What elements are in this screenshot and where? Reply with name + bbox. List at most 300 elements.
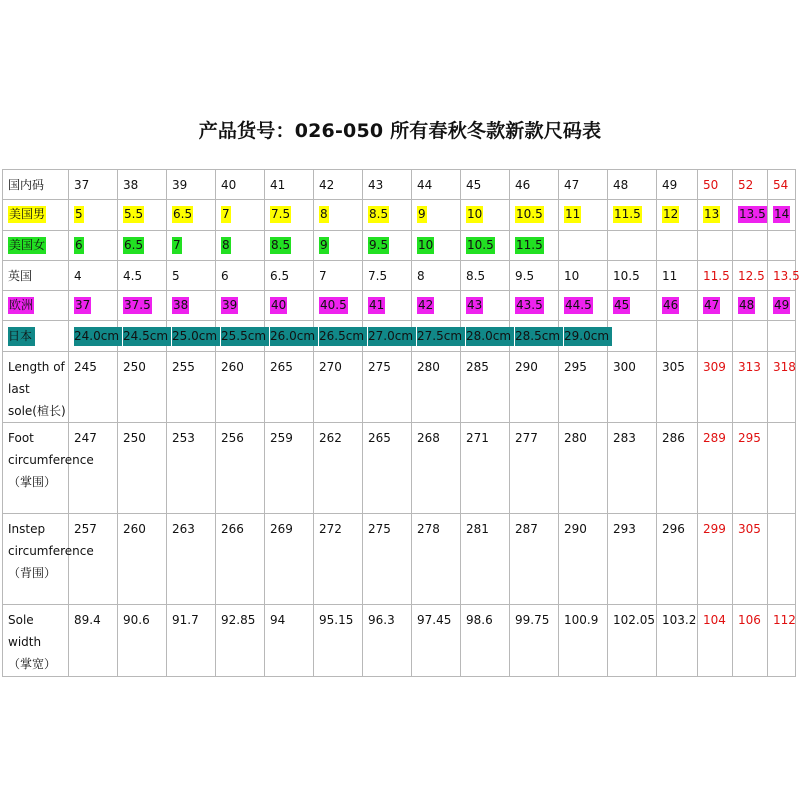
table-cell (412, 321, 461, 351)
table-cell (461, 605, 510, 677)
cell-value: 29.0cm (564, 327, 612, 346)
table-cell (412, 514, 461, 605)
size-chart-table (2, 169, 800, 677)
table-cell (363, 514, 412, 605)
cell-value: 13 (704, 207, 720, 222)
table-cell (698, 514, 733, 605)
cell-value: 9 (320, 237, 328, 252)
table-cell (768, 423, 796, 514)
table-cell (698, 291, 733, 321)
table-cell (733, 605, 768, 677)
cell-value: 49 (662, 177, 678, 192)
cell-value: 296 (662, 522, 685, 537)
cell-value: 275 (368, 522, 391, 537)
cell-value: 47 (564, 177, 580, 192)
table-cell (412, 351, 461, 423)
table-cell (363, 260, 412, 290)
cell-value: 12.5 (738, 268, 765, 283)
cell-value: 265 (368, 431, 391, 446)
cell-value: 4.5 (123, 268, 143, 283)
cell-value: 27.5cm (417, 327, 465, 346)
cell-value: 305 (738, 522, 761, 537)
cell-value: 13.5 (739, 207, 766, 222)
cell-value: 99.75 (515, 613, 550, 628)
cell-value: 94 (270, 613, 286, 628)
cell-value: 37.5 (124, 298, 151, 313)
table-cell (733, 170, 768, 200)
row-label: 英国 (8, 269, 33, 284)
cell-value: 26.0cm (270, 327, 318, 346)
table-cell (657, 170, 698, 200)
table-cell (265, 170, 314, 200)
table-cell (118, 260, 167, 290)
table-cell (698, 200, 733, 230)
cell-value: 271 (466, 431, 489, 446)
cell-value: 92.85 (221, 613, 256, 628)
table-cell (559, 230, 608, 260)
table-cell (657, 230, 698, 260)
table-cell (559, 514, 608, 605)
cell-value: 295 (564, 359, 587, 374)
table-cell (69, 605, 118, 677)
cell-value: 287 (515, 522, 538, 537)
cell-value: 37 (74, 177, 90, 192)
cell-value: 90.6 (123, 613, 150, 628)
table-cell (118, 291, 167, 321)
table-cell (118, 200, 167, 230)
table-cell (167, 514, 216, 605)
table-cell (510, 200, 559, 230)
cell-value: 25.5cm (221, 327, 269, 346)
cell-value: 41 (270, 177, 286, 192)
row-label-cell (3, 230, 69, 260)
table-cell (733, 351, 768, 423)
table-cell (216, 423, 265, 514)
table-cell (768, 260, 800, 290)
table-row-last (3, 351, 796, 423)
cell-value: 10 (564, 268, 580, 283)
table-cell (733, 200, 768, 230)
table-cell (608, 170, 657, 200)
cell-value: 10.5 (467, 237, 494, 252)
table-cell (314, 260, 363, 290)
cell-value: 97.45 (417, 613, 452, 628)
cell-value: 89.4 (74, 613, 101, 628)
table-cell (265, 260, 314, 290)
cell-value: 44.5 (565, 298, 592, 313)
cell-value: 7 (222, 207, 230, 222)
cell-value: 5 (75, 207, 83, 222)
table-cell (608, 605, 657, 677)
table-cell (657, 514, 698, 605)
cell-value: 10 (418, 237, 434, 252)
cell-value: 54 (773, 177, 789, 192)
cell-value: 290 (515, 359, 538, 374)
table-cell (510, 605, 559, 677)
cell-value: 41 (369, 298, 385, 313)
table-cell (216, 230, 265, 260)
cell-value: 272 (319, 522, 342, 537)
table-cell (216, 605, 265, 677)
table-cell (768, 230, 796, 260)
table-cell (314, 423, 363, 514)
cell-value: 39 (172, 177, 188, 192)
cell-value: 262 (319, 431, 342, 446)
cell-value: 286 (662, 431, 685, 446)
table-cell (733, 423, 768, 514)
cell-value: 95.15 (319, 613, 354, 628)
cell-value: 8 (417, 268, 425, 283)
table-cell (461, 260, 510, 290)
cell-value: 305 (662, 359, 685, 374)
cell-value: 270 (319, 359, 342, 374)
cell-value: 7.5 (368, 268, 388, 283)
table-cell (768, 321, 796, 351)
cell-value: 269 (270, 522, 293, 537)
cell-value: 37 (75, 298, 91, 313)
table-cell (314, 321, 363, 351)
row-label: Sole width （掌宽） (8, 613, 57, 672)
table-cell (167, 321, 216, 351)
table-cell (768, 351, 796, 423)
table-cell (314, 200, 363, 230)
table-cell (69, 514, 118, 605)
cell-value: 10 (467, 207, 483, 222)
table-cell (698, 170, 733, 200)
cell-value: 6 (221, 268, 229, 283)
cell-value: 44 (417, 177, 433, 192)
cell-value: 283 (613, 431, 636, 446)
table-cell (461, 423, 510, 514)
row-label: 日本 (8, 327, 35, 346)
cell-value: 40.5 (320, 298, 347, 313)
cell-value: 42 (319, 177, 335, 192)
row-label-cell (3, 605, 69, 677)
cell-value: 25.0cm (172, 327, 220, 346)
cell-value: 8 (320, 207, 328, 222)
table-cell (461, 351, 510, 423)
cell-value: 10.5 (516, 207, 543, 222)
cell-value: 257 (74, 522, 97, 537)
cell-value: 285 (466, 359, 489, 374)
table-cell (768, 605, 796, 677)
table-cell (461, 170, 510, 200)
table-cell (461, 230, 510, 260)
cell-value: 24.5cm (123, 327, 171, 346)
row-label: 美国女 (9, 237, 46, 252)
table-cell (167, 423, 216, 514)
cell-value: 42 (418, 298, 434, 313)
cell-value: 96.3 (368, 613, 395, 628)
table-row-cn (3, 170, 796, 200)
cell-value: 40 (271, 298, 287, 313)
table-cell (69, 351, 118, 423)
table-cell (412, 170, 461, 200)
cell-value: 8.5 (369, 207, 389, 222)
cell-value: 318 (773, 359, 796, 374)
table-cell (559, 200, 608, 230)
table-cell (510, 423, 559, 514)
table-cell (608, 260, 657, 290)
cell-value: 278 (417, 522, 440, 537)
cell-value: 259 (270, 431, 293, 446)
cell-value: 7.5 (271, 207, 291, 222)
cell-value: 265 (270, 359, 293, 374)
table-cell (510, 230, 559, 260)
cell-value: 28.0cm (466, 327, 514, 346)
cell-value: 289 (703, 431, 726, 446)
cell-value: 14 (774, 207, 790, 222)
table-cell (265, 605, 314, 677)
table-cell (698, 260, 733, 290)
cell-value: 293 (613, 522, 636, 537)
cell-value: 280 (564, 431, 587, 446)
cell-value: 275 (368, 359, 391, 374)
table-cell (69, 321, 118, 351)
table-cell (461, 321, 510, 351)
cell-value: 313 (738, 359, 761, 374)
cell-value: 9 (418, 207, 426, 222)
table-cell (118, 230, 167, 260)
cell-value: 43 (467, 298, 483, 313)
table-cell (559, 170, 608, 200)
table-cell (314, 514, 363, 605)
table-cell (608, 321, 657, 351)
table-row-us_m (3, 200, 796, 230)
cell-value: 11 (565, 207, 581, 222)
table-cell (510, 170, 559, 200)
table-cell (216, 170, 265, 200)
cell-value: 11 (662, 268, 678, 283)
table-row-eu (3, 291, 796, 321)
table-cell (216, 260, 265, 290)
table-cell (559, 321, 608, 351)
cell-value: 8 (222, 237, 230, 252)
row-label: Instep circumference （背围） (8, 522, 94, 581)
table-cell (510, 321, 559, 351)
table-cell (363, 230, 412, 260)
cell-value: 256 (221, 431, 244, 446)
table-cell (657, 351, 698, 423)
cell-value: 280 (417, 359, 440, 374)
table-cell (265, 514, 314, 605)
cell-value: 27.0cm (368, 327, 416, 346)
table-cell (608, 291, 657, 321)
table-cell (657, 423, 698, 514)
cell-value: 11.5 (703, 268, 730, 283)
cell-value: 6.5 (270, 268, 290, 283)
table-cell (412, 291, 461, 321)
cell-value: 102.05 (613, 613, 655, 628)
cell-value: 48 (739, 298, 755, 313)
table-cell (698, 423, 733, 514)
row-label: 美国男 (9, 207, 46, 222)
table-cell (733, 230, 768, 260)
table-cell (559, 351, 608, 423)
table-cell (698, 605, 733, 677)
table-cell (216, 351, 265, 423)
cell-value: 28.5cm (515, 327, 563, 346)
row-label-cell (3, 260, 69, 290)
table-cell (314, 230, 363, 260)
cell-value: 39 (222, 298, 238, 313)
table-cell (608, 351, 657, 423)
cell-value: 250 (123, 431, 146, 446)
cell-value: 50 (703, 177, 719, 192)
table-cell (559, 605, 608, 677)
cell-value: 263 (172, 522, 195, 537)
table-cell (412, 605, 461, 677)
table-cell (167, 260, 216, 290)
table-cell (608, 230, 657, 260)
cell-value: 8.5 (271, 237, 291, 252)
table-cell (167, 200, 216, 230)
cell-value: 268 (417, 431, 440, 446)
table-cell (265, 351, 314, 423)
cell-value: 112 (773, 613, 796, 628)
table-cell (510, 260, 559, 290)
cell-value: 299 (703, 522, 726, 537)
cell-value: 9.5 (515, 268, 535, 283)
row-label: 欧洲 (9, 298, 34, 313)
table-row-foot (3, 423, 796, 514)
table-cell (69, 291, 118, 321)
cell-value: 11.5 (516, 237, 543, 252)
table-cell (412, 423, 461, 514)
cell-value: 295 (738, 431, 761, 446)
table-cell (363, 200, 412, 230)
row-label-cell (3, 200, 69, 230)
cell-value: 91.7 (172, 613, 199, 628)
table-cell (363, 291, 412, 321)
table-cell (118, 605, 167, 677)
table-cell (768, 200, 796, 230)
table-cell (118, 514, 167, 605)
table-cell (314, 291, 363, 321)
table-cell (167, 605, 216, 677)
cell-value: 247 (74, 431, 97, 446)
row-label-cell (3, 321, 69, 351)
table-row-us_w (3, 230, 796, 260)
cell-value: 6.5 (124, 237, 144, 252)
cell-value: 45 (614, 298, 630, 313)
cell-value: 7 (173, 237, 181, 252)
table-cell (69, 170, 118, 200)
cell-value: 290 (564, 522, 587, 537)
table-cell (69, 423, 118, 514)
cell-value: 253 (172, 431, 195, 446)
cell-value: 255 (172, 359, 195, 374)
table-cell (216, 514, 265, 605)
table-row-uk (3, 260, 796, 290)
table-cell (314, 170, 363, 200)
cell-value: 47 (704, 298, 720, 313)
cell-value: 260 (123, 522, 146, 537)
table-cell (768, 291, 796, 321)
cell-value: 43 (368, 177, 384, 192)
table-cell (608, 200, 657, 230)
cell-value: 5 (172, 268, 180, 283)
table-cell (167, 230, 216, 260)
table-cell (363, 321, 412, 351)
cell-value: 309 (703, 359, 726, 374)
cell-value: 12 (663, 207, 679, 222)
table-cell (510, 291, 559, 321)
table-cell (314, 351, 363, 423)
cell-value: 40 (221, 177, 237, 192)
cell-value: 6.5 (173, 207, 193, 222)
table-cell (510, 514, 559, 605)
table-cell (412, 260, 461, 290)
table-cell (69, 260, 118, 290)
cell-value: 300 (613, 359, 636, 374)
table-cell (118, 423, 167, 514)
table-cell (559, 260, 608, 290)
cell-value: 100.9 (564, 613, 599, 628)
cell-value: 245 (74, 359, 97, 374)
table-cell (768, 514, 796, 605)
table-cell (265, 291, 314, 321)
table-cell (733, 514, 768, 605)
table-cell (657, 291, 698, 321)
table-cell (461, 291, 510, 321)
table-cell (608, 514, 657, 605)
table-cell (698, 351, 733, 423)
cell-value: 250 (123, 359, 146, 374)
page-title: 产品货号：026-050 所有春秋冬款新款尺码表 (198, 120, 602, 142)
table-cell (559, 291, 608, 321)
cell-value: 45 (466, 177, 482, 192)
table-row-instep (3, 514, 796, 605)
row-label: 国内码 (8, 178, 45, 193)
table-cell (510, 351, 559, 423)
table-row-jp (3, 321, 796, 351)
cell-value: 52 (738, 177, 754, 192)
row-label-cell (3, 170, 69, 200)
cell-value: 46 (663, 298, 679, 313)
cell-value: 11.5 (614, 207, 641, 222)
cell-value: 48 (613, 177, 629, 192)
table-cell (216, 200, 265, 230)
table-cell (216, 291, 265, 321)
row-label: Length of last sole(楦长) (8, 359, 66, 418)
table-cell (461, 514, 510, 605)
table-cell (265, 200, 314, 230)
table-cell (363, 351, 412, 423)
cell-value: 103.2 (662, 613, 697, 628)
cell-value: 4 (74, 268, 82, 283)
table-cell (265, 321, 314, 351)
table-cell (698, 321, 733, 351)
cell-value: 43.5 (516, 298, 543, 313)
table-cell (733, 321, 768, 351)
table-cell (412, 200, 461, 230)
table-cell (216, 321, 265, 351)
table-cell (118, 351, 167, 423)
row-label: Foot circumference （掌围） (8, 431, 94, 490)
table-cell (167, 170, 216, 200)
cell-value: 106 (738, 613, 761, 628)
table-cell (412, 230, 461, 260)
table-cell (461, 200, 510, 230)
table-cell (608, 423, 657, 514)
table-cell (363, 423, 412, 514)
table-cell (167, 351, 216, 423)
cell-value: 266 (221, 522, 244, 537)
cell-value: 9.5 (369, 237, 389, 252)
table-cell (363, 605, 412, 677)
cell-value: 5.5 (124, 207, 144, 222)
